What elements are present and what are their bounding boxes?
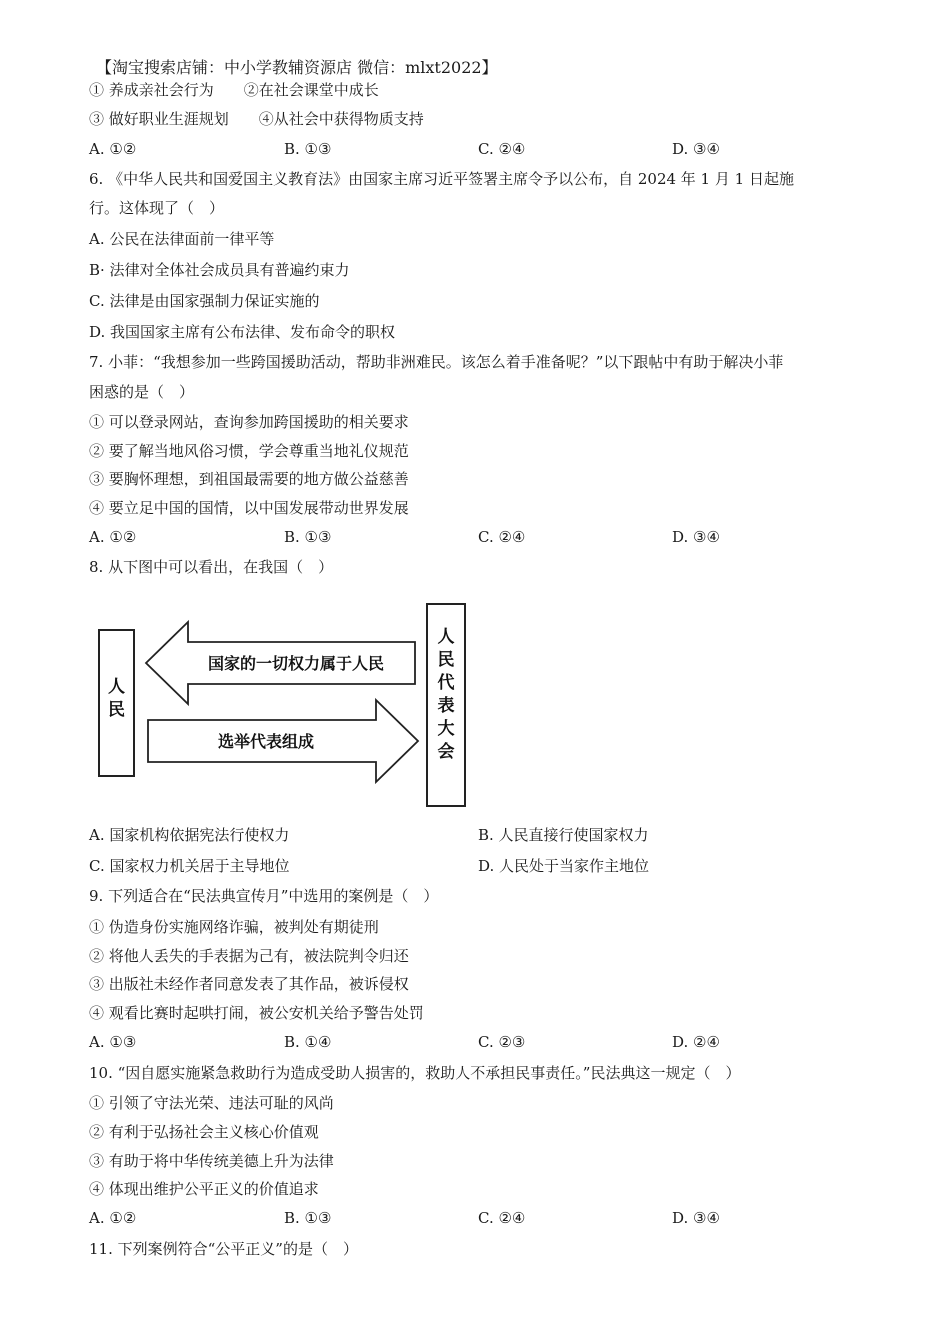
q10-stem: 10. “因自愿实施紧急救助行为造成受助人损害的，救助人不承担民事责任。”民法典这一规定（ ）: [89, 1064, 741, 1082]
q6-stem-line-2: 行。这体现了（ ）: [89, 199, 225, 217]
election-arrow-label: 选举代表组成: [217, 732, 315, 751]
q8-stem: 8. 从下图中可以看出，在我国（ ）: [89, 558, 334, 576]
q5-option-a: A. ①②: [89, 140, 137, 158]
q7-option-a: A. ①②: [89, 528, 137, 546]
q7-option-c: C. ②④: [478, 528, 526, 546]
q6-option-a: A. 公民在法律面前一律平等: [89, 230, 275, 248]
q9-option-b: B. ①④: [284, 1033, 332, 1051]
q6-stem-line-1: 6. 《中华人民共和国爱国主义教育法》由国家主席习近平签署主席令予以公布，自 2024 年 1 月 1 日起施: [89, 170, 794, 188]
people-box-char-2: 民: [108, 700, 125, 720]
congress-box-char-1: 人: [437, 627, 455, 647]
q8-option-c: C. 国家权力机关居于主导地位: [89, 857, 290, 875]
q5-option-c: C. ②④: [478, 140, 526, 158]
congress-box-char-5: 大: [437, 719, 455, 739]
q9-item-4: ④ 观看比赛时起哄打闹，被公安机关给予警告处罚: [89, 1004, 424, 1022]
q10-item-1: ① 引领了守法光荣、违法可耻的风尚: [89, 1094, 334, 1112]
q8-option-b: B. 人民直接行使国家权力: [478, 826, 649, 844]
page-header: 【淘宝搜索店铺：中小学教辅资源店 微信：mlxt2022】: [96, 58, 498, 77]
q7-stem-line-1: 7. 小菲：“我想参加一些跨国援助活动，帮助非洲难民。该怎么着手准备呢？”以下跟帖中有助于解决小菲: [89, 353, 784, 371]
people-box-char-1: 人: [108, 677, 125, 697]
q8-option-a: A. 国家机构依据宪法行使权力: [89, 826, 290, 844]
q9-item-1: ① 伪造身份实施网络诈骗，被判处有期徒刑: [89, 918, 379, 936]
q7-option-d: D. ③④: [672, 528, 720, 546]
congress-box-char-6: 会: [437, 742, 455, 762]
q7-item-2: ② 要了解当地风俗习惯，学会尊重当地礼仪规范: [89, 442, 409, 460]
q9-item-3: ③ 出版社未经作者同意发表了其作品，被诉侵权: [89, 975, 409, 993]
q9-item-2: ② 将他人丢失的手表据为己有，被法院判令归还: [89, 947, 409, 965]
q5-item-2: ③ 做好职业生涯规划 ④从社会中获得物质支持: [89, 110, 424, 128]
people-congress-diagram: [96, 602, 468, 808]
q7-option-b: B. ①③: [284, 528, 332, 546]
q9-option-d: D. ②④: [672, 1033, 720, 1051]
q5-option-d: D. ③④: [672, 140, 720, 158]
q10-option-c: C. ②④: [478, 1209, 526, 1227]
q9-stem: 9. 下列适合在“民法典宣传月”中选用的案例是（ ）: [89, 887, 439, 905]
q10-option-b: B. ①③: [284, 1209, 332, 1227]
q6-option-b: B· 法律对全体社会成员具有普遍约束力: [89, 261, 350, 279]
q6-option-c: C. 法律是由国家强制力保证实施的: [89, 292, 320, 310]
q6-option-d: D. 我国国家主席有公布法律、发布命令的职权: [89, 323, 396, 341]
power-belongs-arrow-label: 国家的一切权力属于人民: [207, 654, 385, 673]
q10-item-4: ④ 体现出维护公平正义的价值追求: [89, 1180, 319, 1198]
q10-item-2: ② 有利于弘扬社会主义核心价值观: [89, 1123, 319, 1141]
q10-option-a: A. ①②: [89, 1209, 137, 1227]
congress-box-char-3: 代: [437, 673, 455, 693]
congress-box-char-4: 表: [437, 696, 455, 716]
q5-option-b: B. ①③: [284, 140, 332, 158]
q11-stem: 11. 下列案例符合“公平正义”的是（ ）: [89, 1240, 358, 1258]
q9-option-c: C. ②③: [478, 1033, 526, 1051]
q9-option-a: A. ①③: [89, 1033, 137, 1051]
q8-option-d: D. 人民处于当家作主地位: [478, 857, 650, 875]
q7-item-3: ③ 要胸怀理想，到祖国最需要的地方做公益慈善: [89, 470, 409, 488]
q7-item-1: ① 可以登录网站，查询参加跨国援助的相关要求: [89, 413, 409, 431]
q7-item-4: ④ 要立足中国的国情，以中国发展带动世界发展: [89, 499, 409, 517]
q5-item-1: ① 养成亲社会行为 ②在社会课堂中成长: [89, 81, 379, 99]
congress-box-char-2: 民: [437, 650, 455, 670]
q7-stem-line-2: 困惑的是（ ）: [89, 383, 195, 401]
q10-option-d: D. ③④: [672, 1209, 720, 1227]
q10-item-3: ③ 有助于将中华传统美德上升为法律: [89, 1152, 334, 1170]
